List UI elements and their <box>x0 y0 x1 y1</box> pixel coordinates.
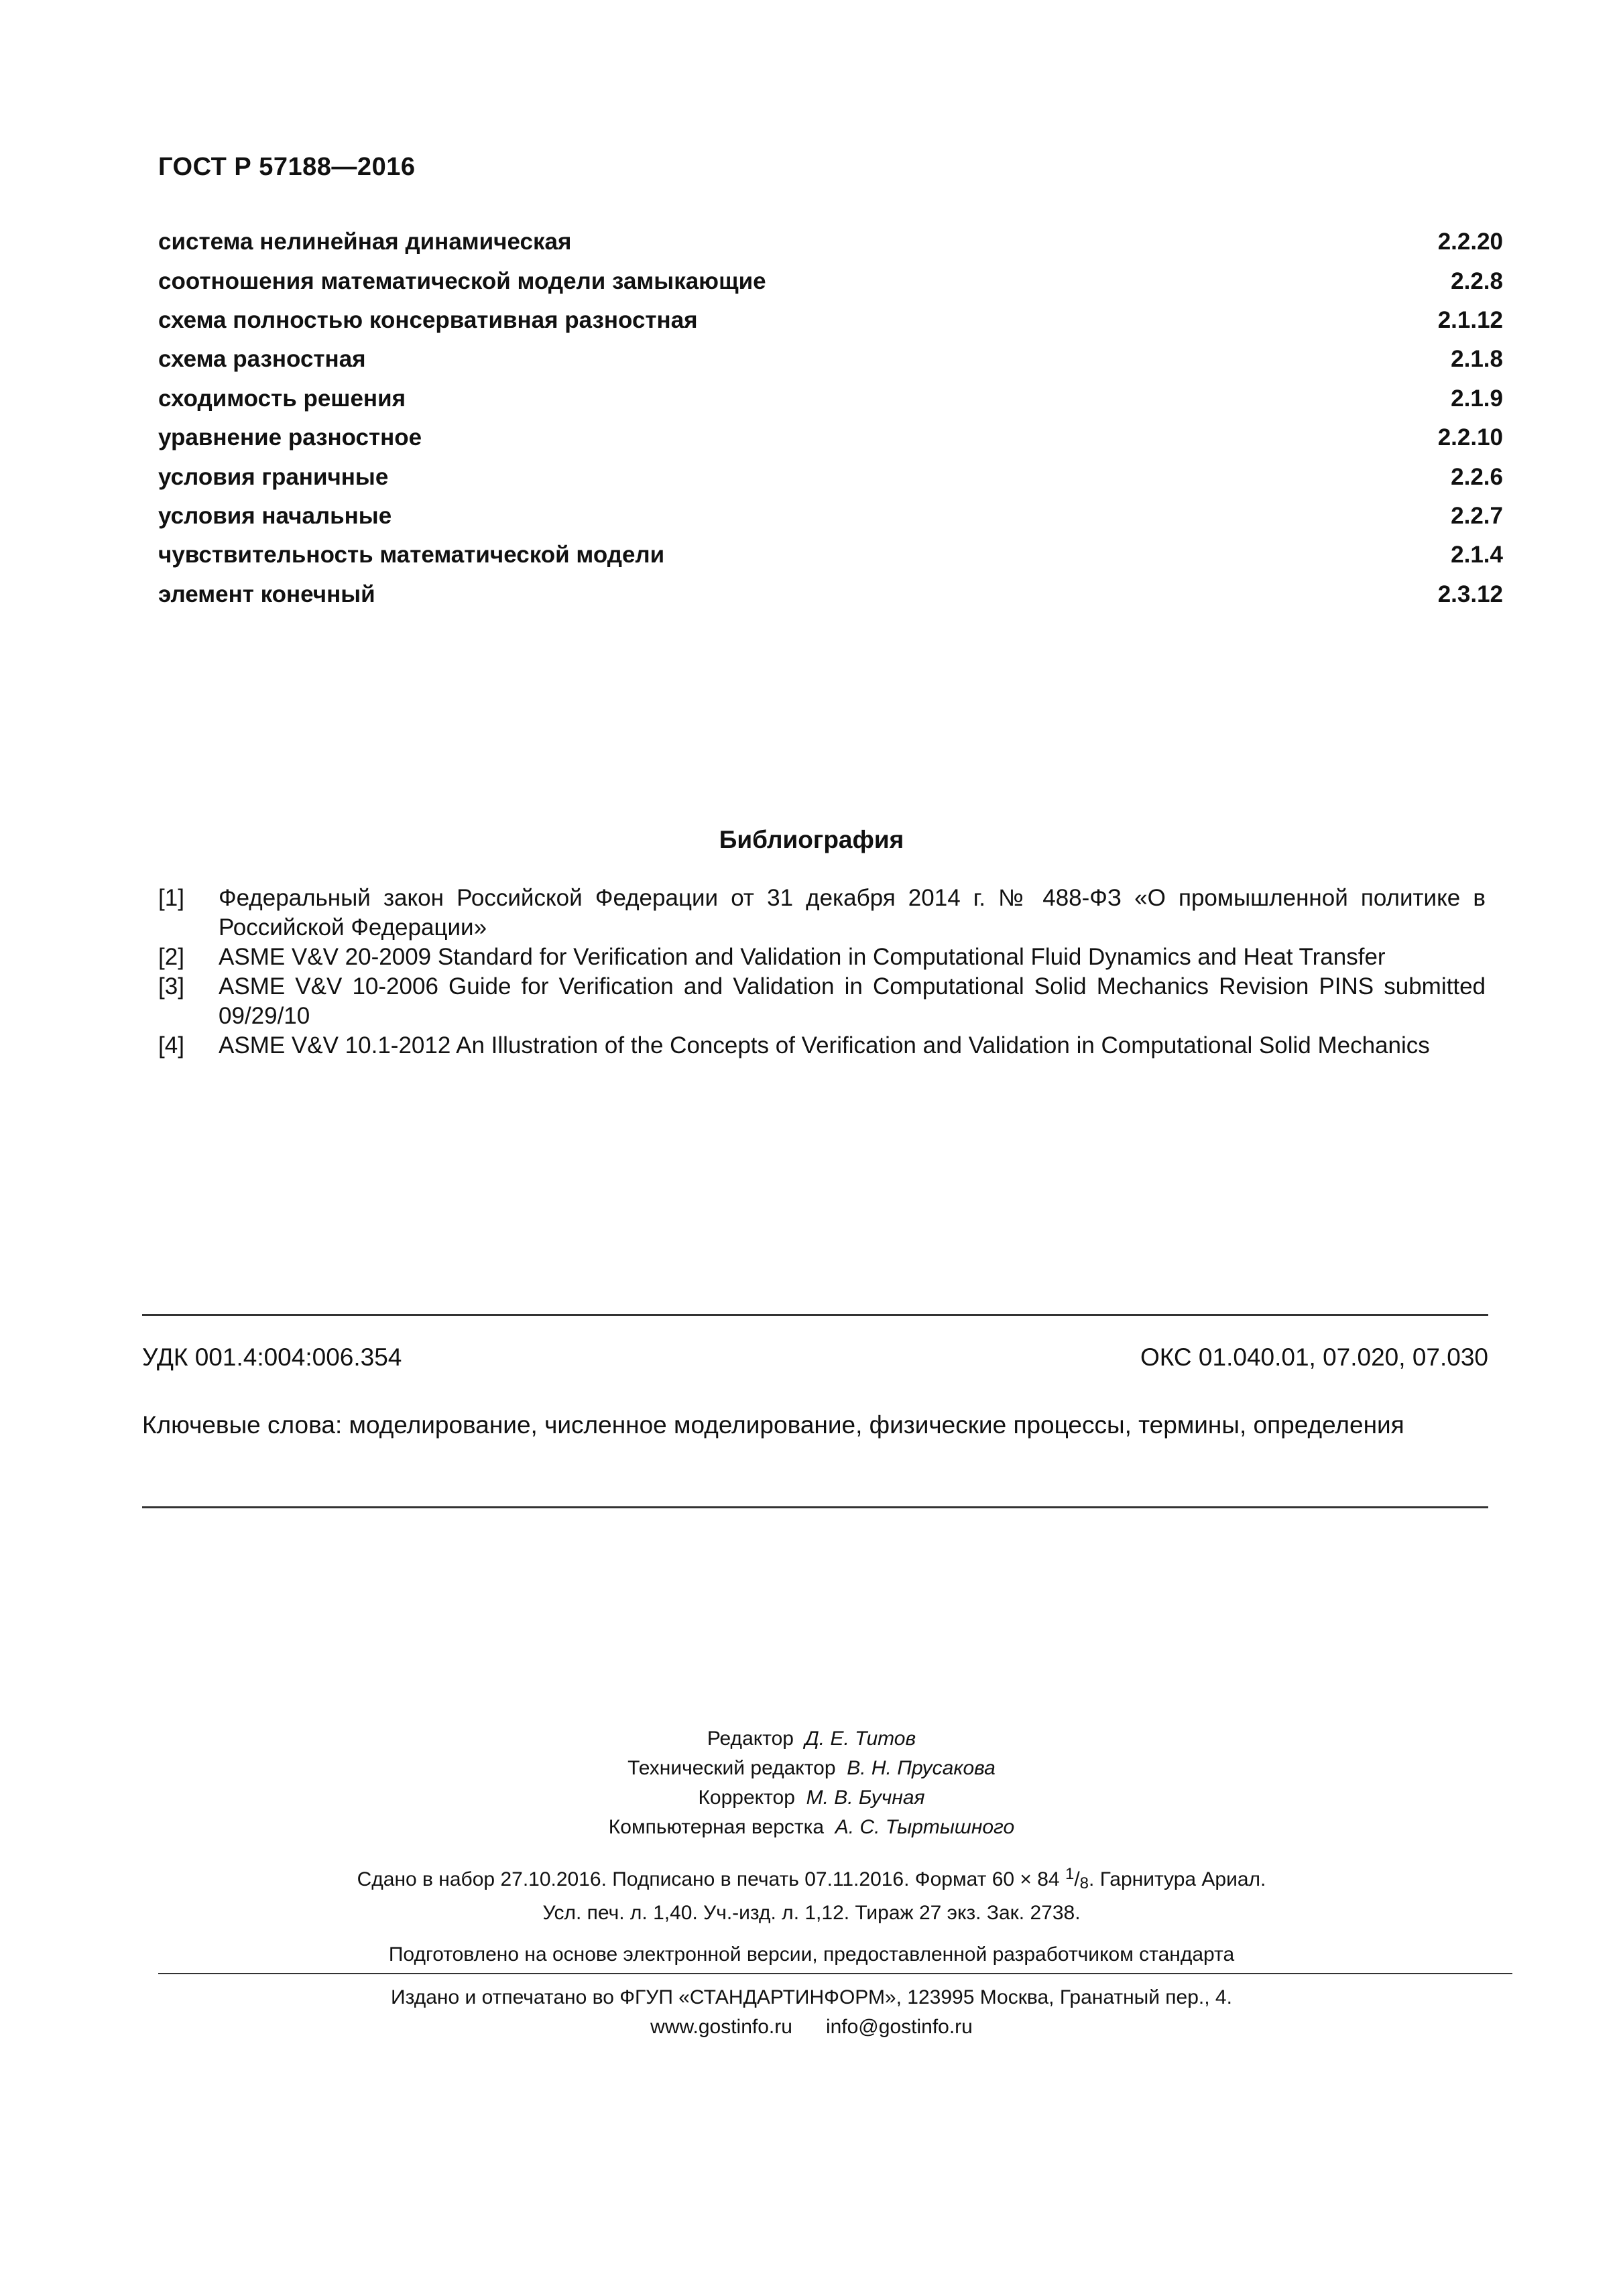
index-ref: 2.2.6 <box>1451 463 1503 490</box>
email-link[interactable]: info@gostinfo.ru <box>825 2016 973 2038</box>
document-code: ГОСТ Р 57188—2016 <box>158 153 416 181</box>
corrector-name: М. В. Бучная <box>806 1787 925 1809</box>
index-entry <box>158 575 1503 614</box>
index-ref: 2.2.7 <box>1451 502 1503 529</box>
index-ref: 2.2.20 <box>1437 229 1503 255</box>
print-info-line: Сдано в набор 27.10.2016. Подписано в печать 07.11.2016. Формат 60 × 84 $^1$/8. Гарнитура Ариал. <box>357 1865 1266 1892</box>
index-ref: 2.1.9 <box>1451 385 1503 412</box>
print-stats-line: Усл. печ. л. 1,40. Уч.-изд. л. 1,12. Тираж 27 экз. Зак. 2738. <box>542 1902 1081 1924</box>
layout-label: Компьютерная верстка <box>608 1816 825 1838</box>
print-info-a: Сдано в набор 27.10.2016. Подписано в печать 07.11.2016. Формат 60 × 84 <box>357 1868 1060 1890</box>
oks-code: ОКС 01.040.01, 07.020, 07.030 <box>1140 1343 1488 1371</box>
bibliography-item <box>158 943 1486 972</box>
bibliography-text: ASME V&V 10-2006 Guide for Verification and Validation in Computational Solid Mechanics Revision PINS submitted 09/29/10 <box>219 973 1486 1029</box>
index-term: условия граничные <box>158 463 389 490</box>
index-term: уравнение разностное <box>158 424 422 451</box>
index-term: схема разностная <box>158 346 366 373</box>
editor-name: Д. Е. Титов <box>804 1728 916 1750</box>
index-ref: 2.3.12 <box>1437 581 1503 607</box>
index-entry <box>158 301 1503 340</box>
index-ref: 2.2.10 <box>1437 424 1503 451</box>
divider-bottom <box>142 1506 1488 1508</box>
bibliography-text: Федеральный закон Российской Федерации от 31 декабря 2014 г. № 488-ФЗ «О промышленной политике в Российской Федерации» <box>219 885 1486 941</box>
publisher-line: Издано и отпечатано во ФГУП «СТАНДАРТИНФОРМ», 123995 Москва, Гранатный пер., 4. <box>391 1986 1232 2008</box>
index-entry <box>158 261 1503 300</box>
keywords: Ключевые слова: моделирование, численное моделирование, физические процессы, термины, определения <box>142 1411 1404 1439</box>
index-ref: 2.1.4 <box>1451 542 1503 568</box>
index-entry <box>158 340 1503 379</box>
layout-line <box>0 1813 1623 1842</box>
index-ref: 2.1.8 <box>1451 346 1503 373</box>
tech-editor-name: В. Н. Прусакова <box>847 1757 996 1779</box>
layout-name: А. С. Тыртышного <box>835 1816 1015 1838</box>
editor-label: Редактор <box>707 1728 794 1750</box>
format-fraction-numerator: 1 <box>1065 1865 1075 1883</box>
tech-editor-label: Технический редактор <box>627 1757 836 1779</box>
index-term: элемент конечный <box>158 581 375 607</box>
index-term: чувствительность математической модели <box>158 542 665 568</box>
bibliography-list <box>158 884 1486 1061</box>
index-entry <box>158 223 1503 261</box>
index-term: система нелинейная динамическая <box>158 229 572 255</box>
index-term: условия начальные <box>158 502 392 529</box>
corrector-line <box>0 1783 1623 1813</box>
tech-editor-line <box>0 1754 1623 1783</box>
index-term: схема полностью консервативная разностная <box>158 306 698 333</box>
index-ref: 2.1.12 <box>1437 306 1503 333</box>
imprint-divider <box>158 1973 1512 1974</box>
bibliography-number: [3] <box>158 973 184 1000</box>
bibliography-text: ASME V&V 10.1-2012 An Illustration of the Concepts of Verification and Validation in Computational Solid Mechanics <box>219 1032 1430 1059</box>
index-entry <box>158 497 1503 536</box>
index-entry <box>158 379 1503 418</box>
bibliography-number: [4] <box>158 1032 184 1059</box>
bibliography-title: Библиография <box>719 826 904 853</box>
index-list <box>158 223 1503 614</box>
website-link[interactable]: www.gostinfo.ru <box>650 2016 792 2038</box>
print-info-b: . Гарнитура Ариал. <box>1089 1868 1266 1890</box>
bibliography-number: [1] <box>158 885 184 911</box>
bibliography-item <box>158 1031 1486 1061</box>
format-fraction-denominator: 8 <box>1079 1874 1089 1892</box>
bibliography-item <box>158 972 1486 1031</box>
index-entry <box>158 418 1503 457</box>
index-term: сходимость решения <box>158 385 406 412</box>
imprint-block <box>0 1724 1623 2042</box>
index-term: соотношения математической модели замыкающие <box>158 267 766 294</box>
corrector-label: Корректор <box>698 1787 795 1809</box>
bibliography-number: [2] <box>158 944 184 970</box>
udk-code: УДК 001.4:004:006.354 <box>142 1343 402 1371</box>
index-entry <box>158 536 1503 575</box>
contacts-line <box>0 2012 1623 2042</box>
divider-top <box>142 1314 1488 1316</box>
prepared-note: Подготовлено на основе электронной версии, предоставленной разработчиком стандарта <box>388 1943 1235 1966</box>
index-ref: 2.2.8 <box>1451 267 1503 294</box>
index-entry <box>158 457 1503 496</box>
bibliography-text: ASME V&V 20-2009 Standard for Verification and Validation in Computational Fluid Dynamics and Heat Transfer <box>219 944 1386 970</box>
editor-line <box>0 1724 1623 1754</box>
bibliography-item <box>158 884 1486 943</box>
